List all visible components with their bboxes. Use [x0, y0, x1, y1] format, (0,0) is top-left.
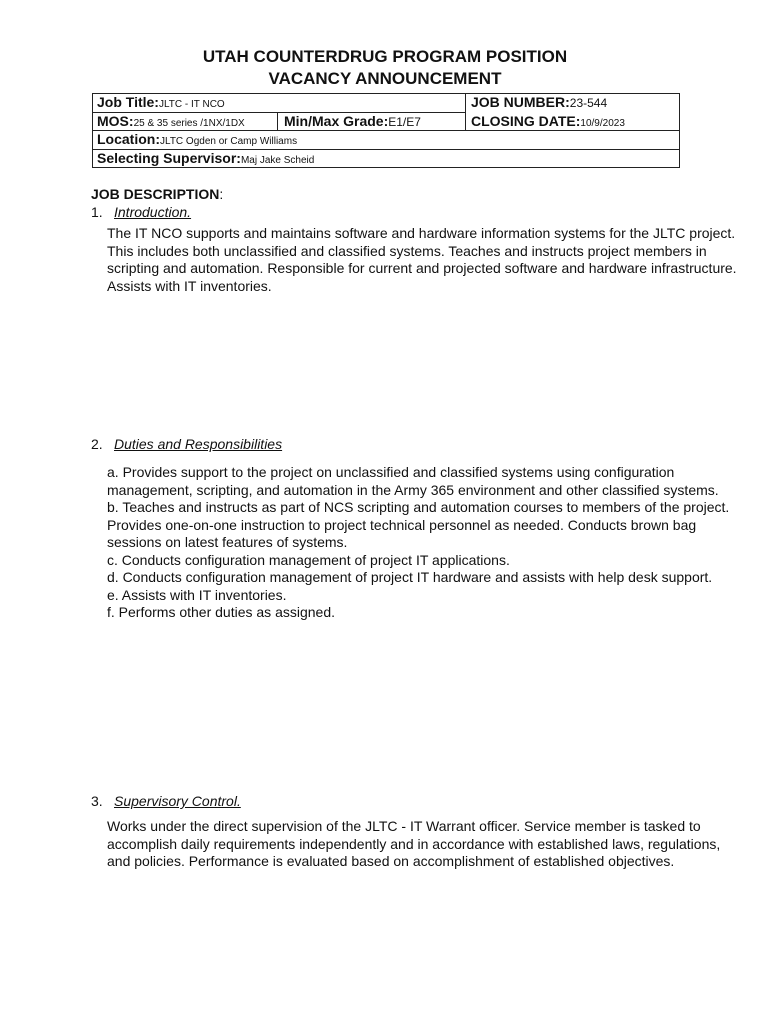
mos-label: MOS:: [97, 113, 134, 129]
job-description-heading: [91, 185, 223, 203]
location-value: JLTC Ogden or Camp Williams: [160, 136, 298, 147]
location-field: [97, 130, 297, 148]
job-description-heading-text: JOB DESCRIPTION: [91, 186, 220, 202]
mos-field: [97, 112, 245, 130]
supervisor-value: Maj Jake Scheid: [240, 155, 315, 166]
mos-value: 25 & 35 series /1NX/1DX: [133, 118, 245, 129]
job-number-field: [471, 93, 607, 111]
section-number: 3.: [91, 793, 103, 809]
section-number: 2.: [91, 436, 103, 452]
introduction-text: The IT NCO supports and maintains software and hardware information systems for the JLTC project. This includes both unclassified and classified systems. Teaches and instructs project members in scripting and automation. Responsible for current and projected software and hardware infrastructure. Assists with IT inventories.: [107, 225, 737, 294]
grade-field: [284, 112, 421, 130]
job-title-value: JLTC - IT NCO: [158, 99, 225, 110]
list-item: c. Conducts configuration management of project IT applications.: [107, 551, 510, 568]
list-item: d. Conducts configuration management of project IT hardware and assists with help desk support.: [107, 569, 713, 585]
supervisor-label: Selecting Supervisor:: [97, 150, 241, 166]
list-item: e. Assists with IT inventories.: [107, 586, 287, 603]
job-title-label: Job Title:: [97, 94, 159, 110]
grade-label: Min/Max Grade:: [284, 113, 389, 129]
job-title-field: [97, 93, 225, 111]
supervisory-control-text: Works under the direct supervision of the JLTC - IT Warrant officer. Service member is tasked to accomplish daily requirements independently and in accordance with established laws, regulations, and policies. Performance is evaluated based on accomplishment of established objectives.: [107, 818, 721, 869]
section-title-introduction: Introduction.: [114, 204, 192, 220]
list-item: b. Teaches and instructs as part of NCS scripting and automation courses to members of the project. Provides one-on-one instruction to project technical personnel as needed. Conducts brown bag sessions on latest features of systems.: [107, 499, 730, 550]
list-item: a. Provides support to the project on unclassified and classified systems using configuration management, scripting, and automation in the Army 365 environment and other classified systems.: [107, 464, 719, 498]
table-divider: [277, 112, 278, 131]
job-number-label: JOB NUMBER:: [471, 94, 570, 110]
grade-value: E1/E7: [388, 115, 421, 129]
job-description-heading-colon: :: [219, 186, 224, 202]
duties-list: [107, 464, 747, 622]
section-title-duties: Duties and Responsibilities: [114, 436, 283, 452]
section-title-supervisory-control: Supervisory Control.: [114, 793, 241, 809]
job-number-value: 23-544: [569, 96, 608, 110]
closing-date-field: [471, 112, 625, 130]
section-number: 1.: [91, 204, 103, 220]
location-label: Location:: [97, 131, 160, 147]
page-title-line-1: UTAH COUNTERDRUG PROGRAM POSITION: [202, 47, 568, 66]
closing-date-label: CLOSING DATE:: [471, 113, 581, 129]
page-title-line-2: VACANCY ANNOUNCEMENT: [268, 69, 502, 88]
closing-date-value: 10/9/2023: [580, 118, 625, 129]
supervisor-field: [97, 149, 314, 167]
list-item: f. Performs other duties as assigned.: [107, 604, 335, 620]
